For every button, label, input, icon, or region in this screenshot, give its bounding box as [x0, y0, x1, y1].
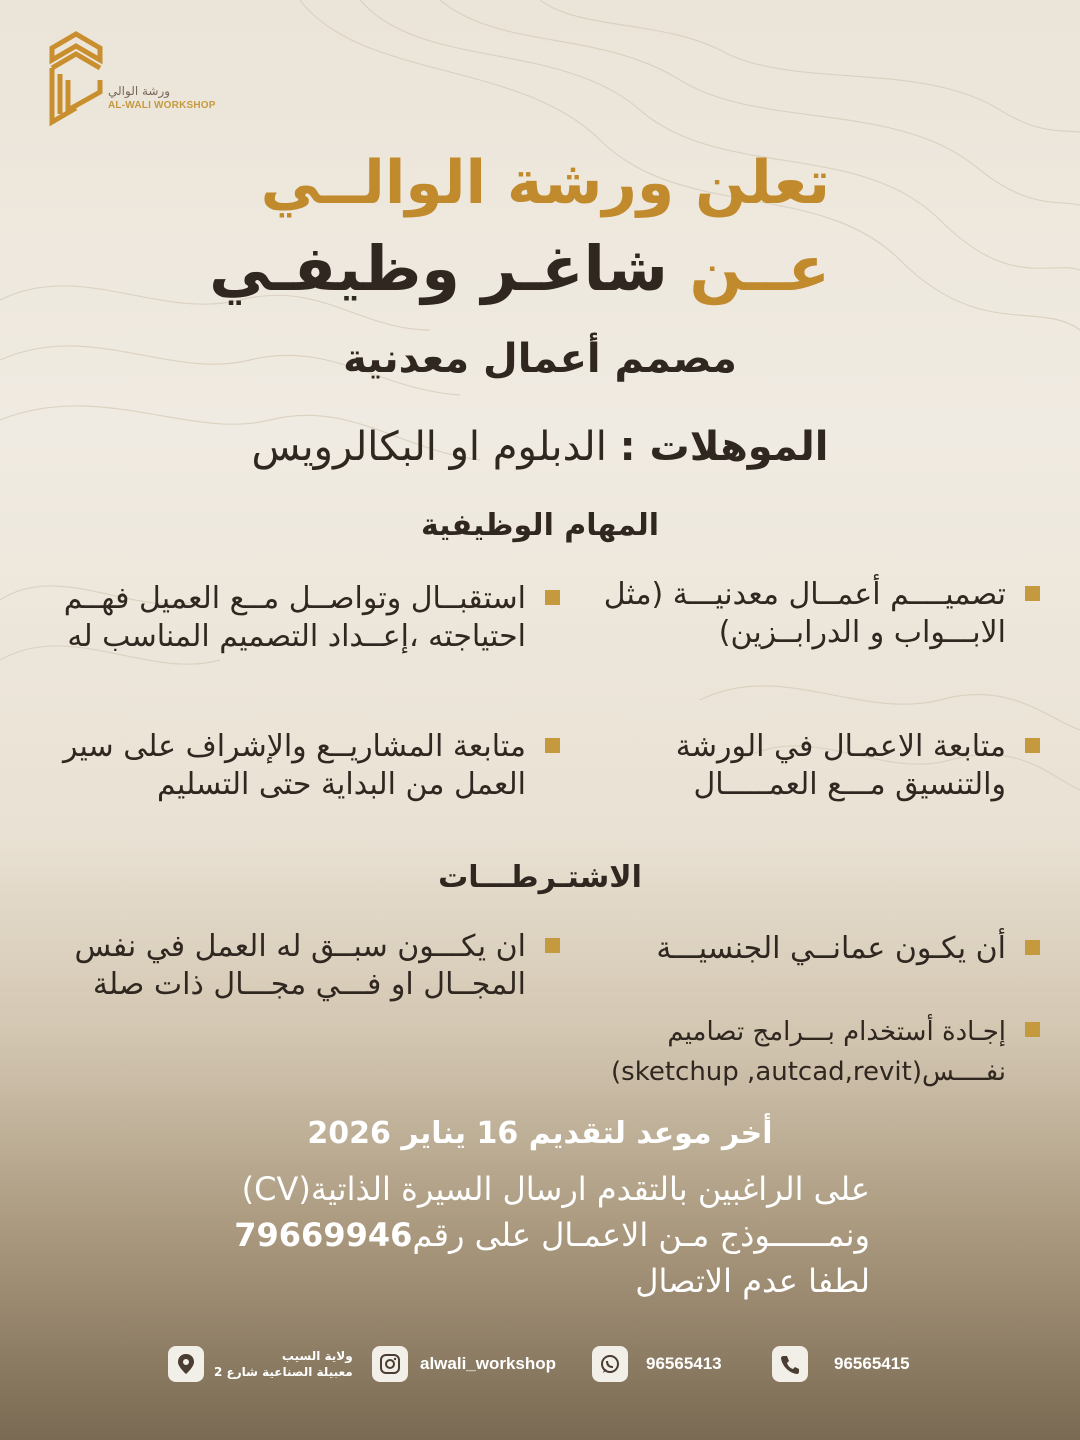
brand-logo: [48, 30, 218, 130]
location-line-1: ولاية السيب: [281, 1349, 353, 1363]
apply-instructions: [180, 1166, 870, 1304]
apply-line-2: [180, 1212, 870, 1258]
bullet-icon: [1025, 940, 1040, 955]
requirements-heading: الاشتـرطـــات: [438, 860, 642, 895]
whatsapp-number: 96565413: [646, 1354, 722, 1373]
task-text: تصميــــم أعمــال معدنيـــة (مثل الابـــواب و الدرابــزين): [603, 577, 1006, 650]
apply-line-3: لطفا عدم الاتصال: [635, 1262, 870, 1300]
qualifications-value: الدبلوم او البكالرويس: [251, 424, 607, 470]
task-item: [24, 728, 560, 804]
qualifications-label: الموهلات :: [619, 424, 829, 470]
logo-mark-icon: [48, 30, 104, 128]
logo-name-arabic: ورشة الوالي: [108, 84, 171, 98]
footer-location: [168, 1344, 353, 1384]
phone-icon: [772, 1346, 808, 1382]
location-text: [214, 1348, 353, 1380]
headline-line-2: [200, 232, 830, 305]
bullet-icon: [545, 738, 560, 753]
requirement-text: ان يكـــون سبــق له العمل في نفس المجــال او فـــي مجـــال ذات صلة: [74, 929, 526, 1002]
requirement-text: أن يكـون عمانــي الجنسيـــة: [656, 931, 1006, 966]
job-title: مصمم أعمال معدنية: [343, 336, 737, 382]
deadline: أخر موعد لتقديم 16 يناير 2026: [307, 1116, 773, 1151]
requirement-item: [580, 930, 1040, 968]
requirement-item: [24, 928, 560, 1004]
instagram-handle: alwali_workshop: [420, 1354, 557, 1373]
bullet-icon: [545, 938, 560, 953]
task-text: استقبــال وتواصــل مــع العميل فهــم احتياجته ،إعــداد التصميم المناسب له: [63, 581, 526, 654]
bullet-icon: [1025, 586, 1040, 601]
requirement-text: إجـادة أستخدام بـــرامج تصاميم نفــــس(sketchup ,autcad,revit): [611, 1017, 1006, 1087]
apply-number: 79669946: [234, 1216, 413, 1254]
task-text: متابعة المشاريــع والإشراف على سير العمل من البداية حتى التسليم: [62, 729, 526, 802]
location-line-2: معبيلة الصناعية شارع 2: [214, 1365, 353, 1379]
footer-instagram[interactable]: [372, 1344, 556, 1384]
headline-line-1: تعلن ورشة الوالــي: [260, 148, 830, 218]
tasks-heading: المهام الوظيفية: [420, 508, 660, 543]
requirement-item: [580, 1012, 1040, 1092]
location-pin-icon: [168, 1346, 204, 1382]
headline-gold-word: عــن: [689, 232, 830, 305]
logo-name-english: AL-WALI WORKSHOP: [108, 100, 216, 111]
task-text: متابعة الاعمـال في الورشة والتنسيق مـــع العمـــــال: [675, 729, 1006, 802]
task-item: [580, 576, 1040, 652]
instagram-icon: [372, 1346, 408, 1382]
footer-whatsapp[interactable]: [592, 1344, 722, 1384]
apply-line-2-text: ونمــــــوذج مـن الاعمـال على رقم: [412, 1216, 870, 1254]
bullet-icon: [1025, 738, 1040, 753]
task-item: [24, 580, 560, 656]
bullet-icon: [1025, 1022, 1040, 1037]
headline-dark-words: شاغـر وظيفـي: [209, 232, 668, 305]
phone-number: 96565415: [834, 1354, 910, 1373]
whatsapp-icon: [592, 1346, 628, 1382]
apply-line-1: على الراغبين بالتقدم ارسال السيرة الذاتية(CV): [241, 1170, 870, 1208]
footer-phone[interactable]: [772, 1344, 910, 1384]
bullet-icon: [545, 590, 560, 605]
qualifications: [0, 424, 1080, 470]
task-item: [580, 728, 1040, 804]
